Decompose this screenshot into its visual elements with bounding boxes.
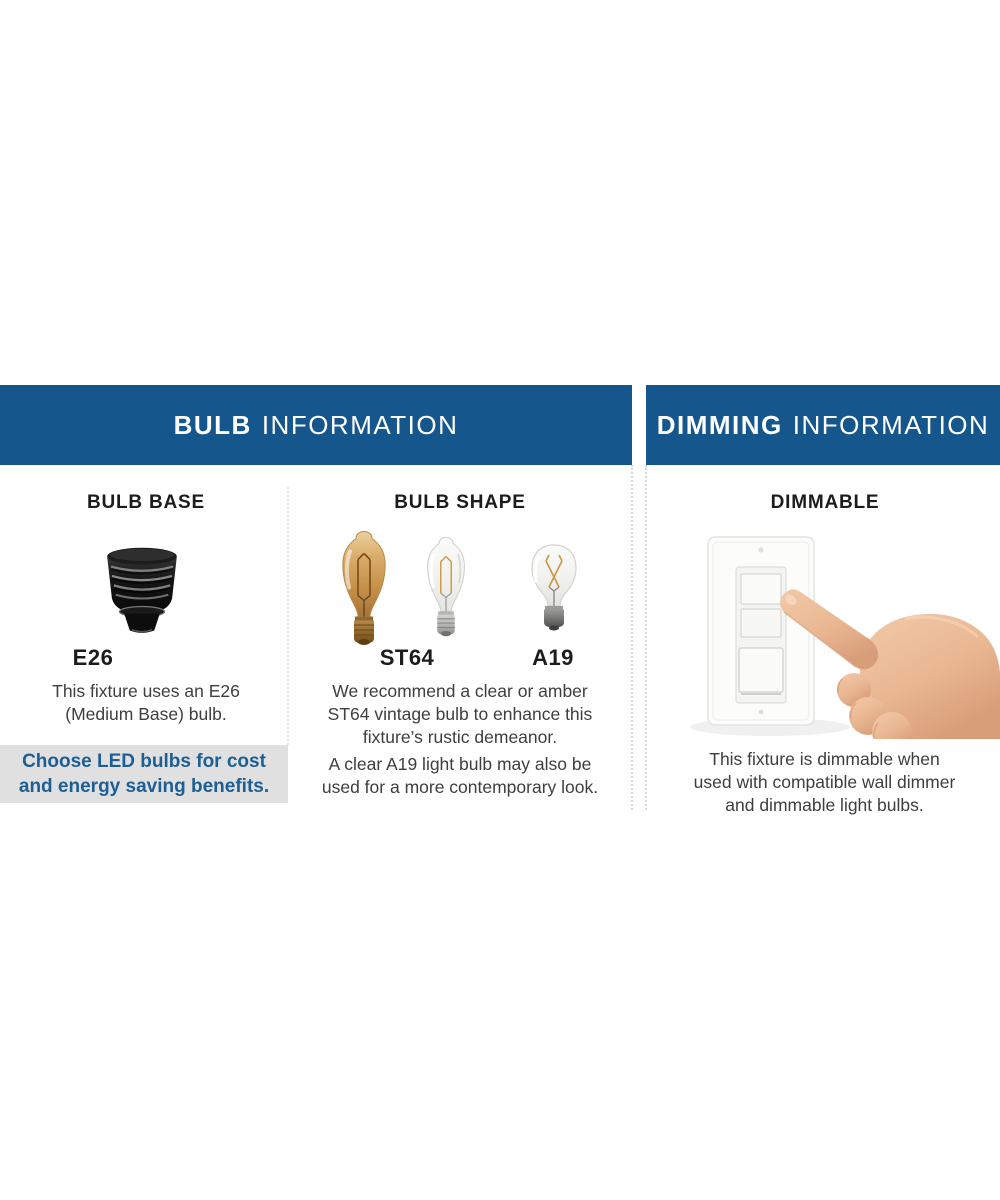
bulb-shape-heading: BULB SHAPE: [394, 492, 526, 513]
bulb-information-header-rest: INFORMATION: [261, 409, 459, 440]
dimmable-heading: DIMMABLE: [770, 492, 880, 513]
section-divider-line: [645, 465, 647, 810]
e26-medium-base-icon: [90, 544, 194, 638]
wall-dimmer-with-hand-icon: [660, 527, 1000, 739]
bulb-information-header-emphasis: BULB: [173, 409, 252, 440]
st64-label: ST64: [379, 645, 435, 670]
st64-amber-bulb-icon: [333, 529, 395, 648]
led-tip-line: and energy saving benefits.: [18, 776, 270, 797]
bulb-shape-recommendation-line: fixture’s rustic demeanor.: [362, 727, 558, 747]
a19-clear-bulb-icon: [526, 543, 582, 639]
dimmable-description: [652, 748, 997, 817]
bulb-base-description-line: (Medium Base) bulb.: [65, 704, 227, 724]
dimming-information-header-rest: INFORMATION: [792, 409, 990, 440]
dimmable-description-line: This fixture is dimmable when: [709, 749, 940, 769]
bulb-base-heading: BULB BASE: [86, 492, 206, 513]
led-tip-text: [19, 749, 269, 799]
bulb-shape-alternative: [300, 753, 620, 799]
bulb-shape-recommendation: [300, 680, 620, 749]
led-tip-line: Choose LED bulbs for cost: [22, 751, 266, 772]
bulb-shape-alternative-line: A clear A19 light bulb may also be: [328, 754, 592, 774]
bulb-shape-alternative-line: used for a more contemporary look.: [321, 777, 599, 797]
section-divider-line: [631, 465, 633, 810]
bulb-shape-recommendation-line: We recommend a clear or amber: [332, 681, 588, 701]
st64-clear-bulb-icon: [419, 535, 473, 639]
e26-label: E26: [72, 645, 114, 670]
dimming-information-header-emphasis: DIMMING: [656, 409, 783, 440]
dimming-information-header: [646, 385, 1000, 465]
led-tip-box: [0, 745, 288, 803]
bulb-information-header: [0, 385, 632, 465]
dimmable-description-line: used with compatible wall dimmer: [693, 772, 956, 792]
bulb-base-description-line: This fixture uses an E26: [52, 681, 240, 701]
a19-label: A19: [532, 645, 574, 670]
bulb-base-description: [0, 680, 292, 726]
dimmable-description-line: and dimmable light bulbs.: [725, 795, 924, 815]
bulb-shape-recommendation-line: ST64 vintage bulb to enhance this: [327, 704, 593, 724]
